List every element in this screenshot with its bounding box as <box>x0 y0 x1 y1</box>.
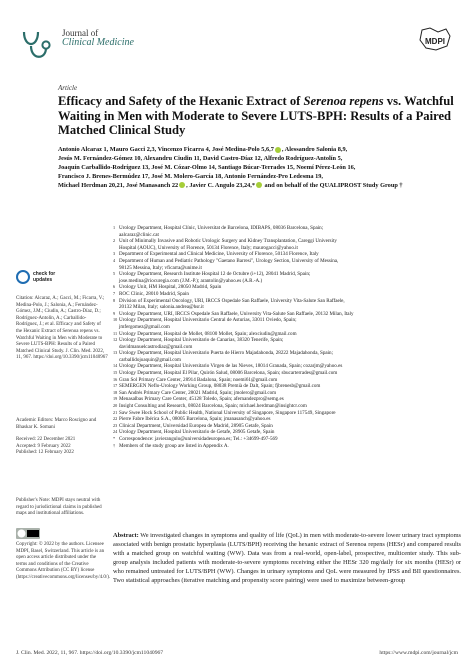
affiliation-number: 20 <box>113 403 118 409</box>
affiliation-text: Urology Department, Hospital Clínic, Universitat de Barcelona, IDIBAPS, 08036 Barcelona, Spain; <box>119 225 324 231</box>
affiliation-row <box>113 311 461 318</box>
affiliation-number: 3 <box>113 251 116 257</box>
affiliation-text: Urology Department, Hospital Universitario Central de Asturias, 33011 Oviedo, Spain; <box>119 317 297 324</box>
author-line: and on behalf of the QUALIPROST Study Group † <box>262 181 403 189</box>
affiliation-number: 16 <box>113 376 118 382</box>
affiliation-row <box>113 350 461 357</box>
title-species: Serenoa repens <box>303 94 384 108</box>
journal-header <box>16 22 458 68</box>
affiliation-text: carballidojoaquin@gmail.com <box>119 356 181 363</box>
affiliation-row <box>113 324 461 331</box>
affiliation-row <box>113 271 461 278</box>
check-updates-icon <box>16 270 30 284</box>
affiliation-row <box>113 317 461 324</box>
affiliation-row <box>113 403 461 410</box>
affiliation-number: 12 <box>113 337 118 343</box>
copyright-block: Copyright: © 2022 by the authors. Licensee MDPI, Basel, Switzerland. This article is an open access article distributed under the terms and conditions of the Creative Commons Attribution (CC BY) license (https://creativecommons.org/licenses/by/4.0/). <box>16 542 111 580</box>
affiliation-row <box>113 357 461 364</box>
affiliation-row <box>113 291 461 298</box>
affiliation-row <box>113 251 461 258</box>
affiliation-number: 10 <box>113 317 118 323</box>
check-updates-line1: check for <box>33 271 56 277</box>
affiliation-text: Urology Department, URI, IRCCS Ospedale San Raffaele, University Vita-Salute San Raffaele, 20132 Milan, Italy <box>119 310 354 317</box>
title-part2: vs. Watchful Waiting in Men with Moderate to Severe LUTS-BPH: Results of a Paired Matched Clinical Study <box>58 94 454 137</box>
author-line: , Javier C. Angulo 23,24,* <box>186 181 255 189</box>
affiliation-text: Gran Sol Primary Care Center, 28914 Badalona, Spain; noemi61@gmail.com <box>119 376 278 383</box>
affiliation-text: jmfergomez@gmail.com <box>119 323 170 330</box>
affiliation-text: Urology Department, Hospital El Pilar, Quirón Salud, 08006 Barcelona, Spain; sbucarterrades@gmail.com <box>119 370 338 377</box>
title-part1: Efficacy and Safety of the Hexanic Extract of <box>58 94 304 108</box>
citation-block: Citation: Alcaraz, A.; Gacci, M.; Ficarra, V.; Medina-Polo, J.; Salonia, A.; Fernández-Gómez, J.M.; Ciudin, A.; Castro-Díaz, D.; Rodríguez-Antolín, A.; Carballido-Rodríguez, J.; et al. Efficacy and Safety of the Hexanic Extract of Serenoa repens vs. Watchful Waiting in Men with Moderate to Severe LUTS-BPH: Results of a Paired Matched Clinical Study. J. Clin. Med. 2022, 11, 967. https://doi.org/10.3390/jcm11040967 <box>16 296 108 361</box>
abstract-text: We investigated changes in symptoms and quality of life (QoL) in men with moderate-to-severe lower urinary tract symptoms associated with benign prostatic hyperplasia (LUTS/BPH) receiving the hexanic extract of Serenoa repens (HESr) and compared results with a matched group on watchful waiting (WW). Data was from a real-world, open-label, prospective, multicenter study. This sub-group analysis included patients with moderate-to-severe symptoms receiving either the HESr 320 mg/daily for six months (HESr) or who remained untreated for LUTS/BPH (WW). Changes in urinary symptoms and QoL were measured by IPSS and BII questionnaires. Two statistical approaches (iterative matching and propensity score pairing) were used to maximize between-group <box>113 532 461 584</box>
affiliation-row <box>113 443 461 450</box>
affiliation-number: * <box>113 436 116 441</box>
affiliation-text: ROC Clinic, 28010 Madrid, Spain <box>119 290 189 297</box>
author-line: Antonio Alcaraz 1, Mauro Gacci 2,3, Vincenzo Ficarra 4, José Medina-Polo 5,6,7 <box>58 146 274 153</box>
affiliation-number: 11 <box>113 330 118 336</box>
affiliation-row <box>113 396 461 403</box>
affiliation-number: 18 <box>113 389 118 395</box>
affiliations <box>113 225 461 449</box>
journal-name <box>62 28 134 48</box>
author-line: Michael Herdman 20,21, José Manasanch 22 <box>58 181 179 189</box>
footer-citation[interactable]: J. Clin. Med. 2022, 11, 967. https://doi.org/10.3390/jcm11040967 <box>16 650 164 656</box>
journal-name-line1: Journal of <box>62 28 99 38</box>
affiliation-text: Correspondence: javierangulo@universidadeuropea.es; Tel.: +34699-497-569 <box>119 436 278 442</box>
affiliation-text: Division of Experimental Oncology, URI, IRCCS Ospedale San Raffaele, University Vita-Salute San Raffaele, <box>119 297 345 304</box>
affiliation-number: 19 <box>113 396 118 402</box>
check-for-updates-badge[interactable] <box>16 268 56 292</box>
affiliation-text: Members of the study group are listed in Appendix A. <box>119 442 229 449</box>
affiliation-row <box>113 298 461 305</box>
affiliation-text: Hospital (AOUC), University of Florence, 50134 Florence, Italy; maurogacci@yahoo.it <box>119 244 298 251</box>
published-date: Published: 12 February 2022 <box>16 450 74 456</box>
affiliation-text: 20132 Milan, Italy; salonia.andrea@hsr.it <box>119 304 204 311</box>
academic-editors: Academic Editors: Marco Roscigno and Bhaskar K. Somani <box>16 418 97 430</box>
affiliation-number: 21 <box>113 409 118 415</box>
affiliation-text: 98125 Messina, Italy; vficarra@unime.it <box>119 264 202 271</box>
affiliation-row <box>113 383 461 390</box>
affiliation-number: 14 <box>113 363 118 369</box>
affiliation-number: 7 <box>113 290 116 296</box>
affiliation-number: 4 <box>113 257 116 263</box>
orcid-icon[interactable] <box>256 182 262 188</box>
mdpi-logo <box>416 26 454 56</box>
author-line: , Alessandro Salonia 8,9, <box>281 146 348 153</box>
affiliation-text: Urology Unit, HM Hospital, 28050 Madrid, Spain <box>119 284 222 291</box>
affiliation-number: 1 <box>113 225 116 230</box>
article-title <box>58 94 458 138</box>
author-line: Francisco J. Brenes-Bermúdez 17, José M. Molero-García 18, Antonio Fernández-Pro Ledesma 19, <box>58 172 324 180</box>
cc-by-license-icon[interactable] <box>16 528 40 539</box>
affiliation-text: Pierre Fabre Ibérica S.A., 08005 Barcelona, Spain; jmanasanch@yahoo.es <box>119 416 271 423</box>
affiliation-text: Urology Department, Hospital Universitario de Canarias, 38320 Tenerife, Spain; <box>119 337 284 344</box>
affiliation-text: Unit of Minimally Invasive and Robotic Urologic Surgery and Kidney Transplantation, Careggi University <box>119 238 337 245</box>
affiliation-text: aalcaraz@clinic.cat <box>119 231 159 238</box>
affiliation-number: 15 <box>113 370 118 376</box>
affiliation-number: 5 <box>113 271 116 277</box>
journal-name-line2: Clinical Medicine <box>62 37 134 48</box>
affiliation-number: 8 <box>113 297 116 303</box>
check-updates-line2: updates <box>33 277 53 283</box>
affiliation-row <box>113 370 461 377</box>
affiliation-row <box>113 258 461 265</box>
affiliation-text: Insight Consulting and Research, 08024 Barcelona, Spain; michael.herdman@insightcr.com <box>119 403 307 410</box>
affiliation-text: Department of Experimental and Clinical Medicine, University of Florence, 50134 Florence, Italy <box>119 251 319 258</box>
affiliation-row <box>113 337 461 344</box>
check-updates-text <box>33 271 55 283</box>
affiliation-row <box>113 344 461 351</box>
publisher-note: Publisher's Note: MDPI stays neutral with regard to jurisdictional claims in published maps and institutional affiliations. <box>16 498 102 517</box>
affiliation-row <box>113 436 461 443</box>
affiliation-text: Urology Department, Hospital Universitario Puerta de Hierro Majadahonda, 28222 Majadahonda, Spain; <box>119 350 334 357</box>
mdpi-logo-text: MDPI <box>425 37 445 46</box>
affiliation-number: 9 <box>113 310 116 316</box>
received-date: Received: 22 December 2021 <box>16 437 76 443</box>
affiliation-row <box>113 304 461 311</box>
affiliation-number: 24 <box>113 429 118 435</box>
accepted-date: Accepted: 9 February 2022 <box>16 443 71 449</box>
abstract-label: Abstract: <box>113 532 139 539</box>
affiliation-text: Urology Department, Hospital Universitario Virgen de las Nieves, 18014 Granada, Spain; cozarjm@yahoo.es <box>119 363 343 370</box>
affiliation-number: † <box>113 442 116 448</box>
affiliation-number: 2 <box>113 238 116 244</box>
affiliation-text: Menasalbas Primary Care Center, 45128 Toledo, Spain; afernandezpro@semg.es <box>119 396 284 403</box>
affiliation-row <box>113 416 461 423</box>
affiliation-row <box>113 429 461 436</box>
article-type: Article <box>58 84 78 92</box>
affiliation-row <box>113 410 461 417</box>
affiliation-row <box>113 238 461 245</box>
affiliation-number: 17 <box>113 383 118 389</box>
affiliation-number: 6 <box>113 284 116 290</box>
affiliation-row <box>113 284 461 291</box>
footer-journal-url[interactable]: https://www.mdpi.com/journal/jcm <box>379 650 458 656</box>
author-line: Joaquín Carballido-Rodríguez 13, José M. Cózar-Olmo 14, Santiago Búcar-Terrades 15, Noemí Pérez-León 16, <box>58 163 356 171</box>
affiliation-number: 22 <box>113 416 118 422</box>
author-list <box>58 146 454 191</box>
affiliation-row <box>113 363 461 370</box>
affiliation-row <box>113 278 461 285</box>
affiliation-text: SEMERGEN Neflo-Urology Working Group, 08038 Premià de Dalt, Spain; fjbrenesb@gmail.com <box>119 383 321 390</box>
affiliation-number: 23 <box>113 422 118 428</box>
journal-stethoscope-logo <box>16 26 56 66</box>
affiliation-text: Urology Department, Research Institute Hospital 12 de Octubre (i+12), 28041 Madrid, Spain; <box>119 271 311 278</box>
affiliation-text: Department of Human and Pediatric Pathology "Gaetano Barresi", Urology Section, University of Messina, <box>119 257 339 264</box>
affiliation-text: Clinical Department, Universidad Europea de Madrid, 28905 Getafe, Spain <box>119 422 273 429</box>
affiliation-text: Urology Department, Hospital Universitario de Getafe, 28905 Getafe, Spain <box>119 429 275 436</box>
affiliation-text: davidmanuelcastrodiaz@gmail.com <box>119 343 193 350</box>
orcid-icon[interactable] <box>179 182 185 188</box>
affiliation-text: Urology Department, Hospital de Mollet, 08100 Mollet, Spain; alexciudin@gmail.com <box>119 330 297 337</box>
affiliation-text: jose.medina@riocuregia.com (J.M.-P.); arantolin@yahoo.es (A.R.-A.) <box>119 277 263 284</box>
abstract <box>113 532 461 585</box>
affiliation-row <box>113 225 461 232</box>
affiliation-text: San Andrés Primary Care Center, 28021 Madrid, Spain; jmolero@gmail.com <box>119 389 277 396</box>
orcid-icon[interactable] <box>275 147 281 153</box>
affiliation-text: Saw Swee Hock School of Public Health, National University of Singapore, Singapore 117549, Singapore <box>119 409 336 416</box>
affiliation-number: 13 <box>113 350 118 356</box>
author-line: Jesús M. Fernández-Gómez 10, Alexandru Ciudin 11, David Castro-Díaz 12, Alfredo Rodríguez-Antolín 5, <box>58 154 343 162</box>
editorial-dates <box>16 418 108 457</box>
